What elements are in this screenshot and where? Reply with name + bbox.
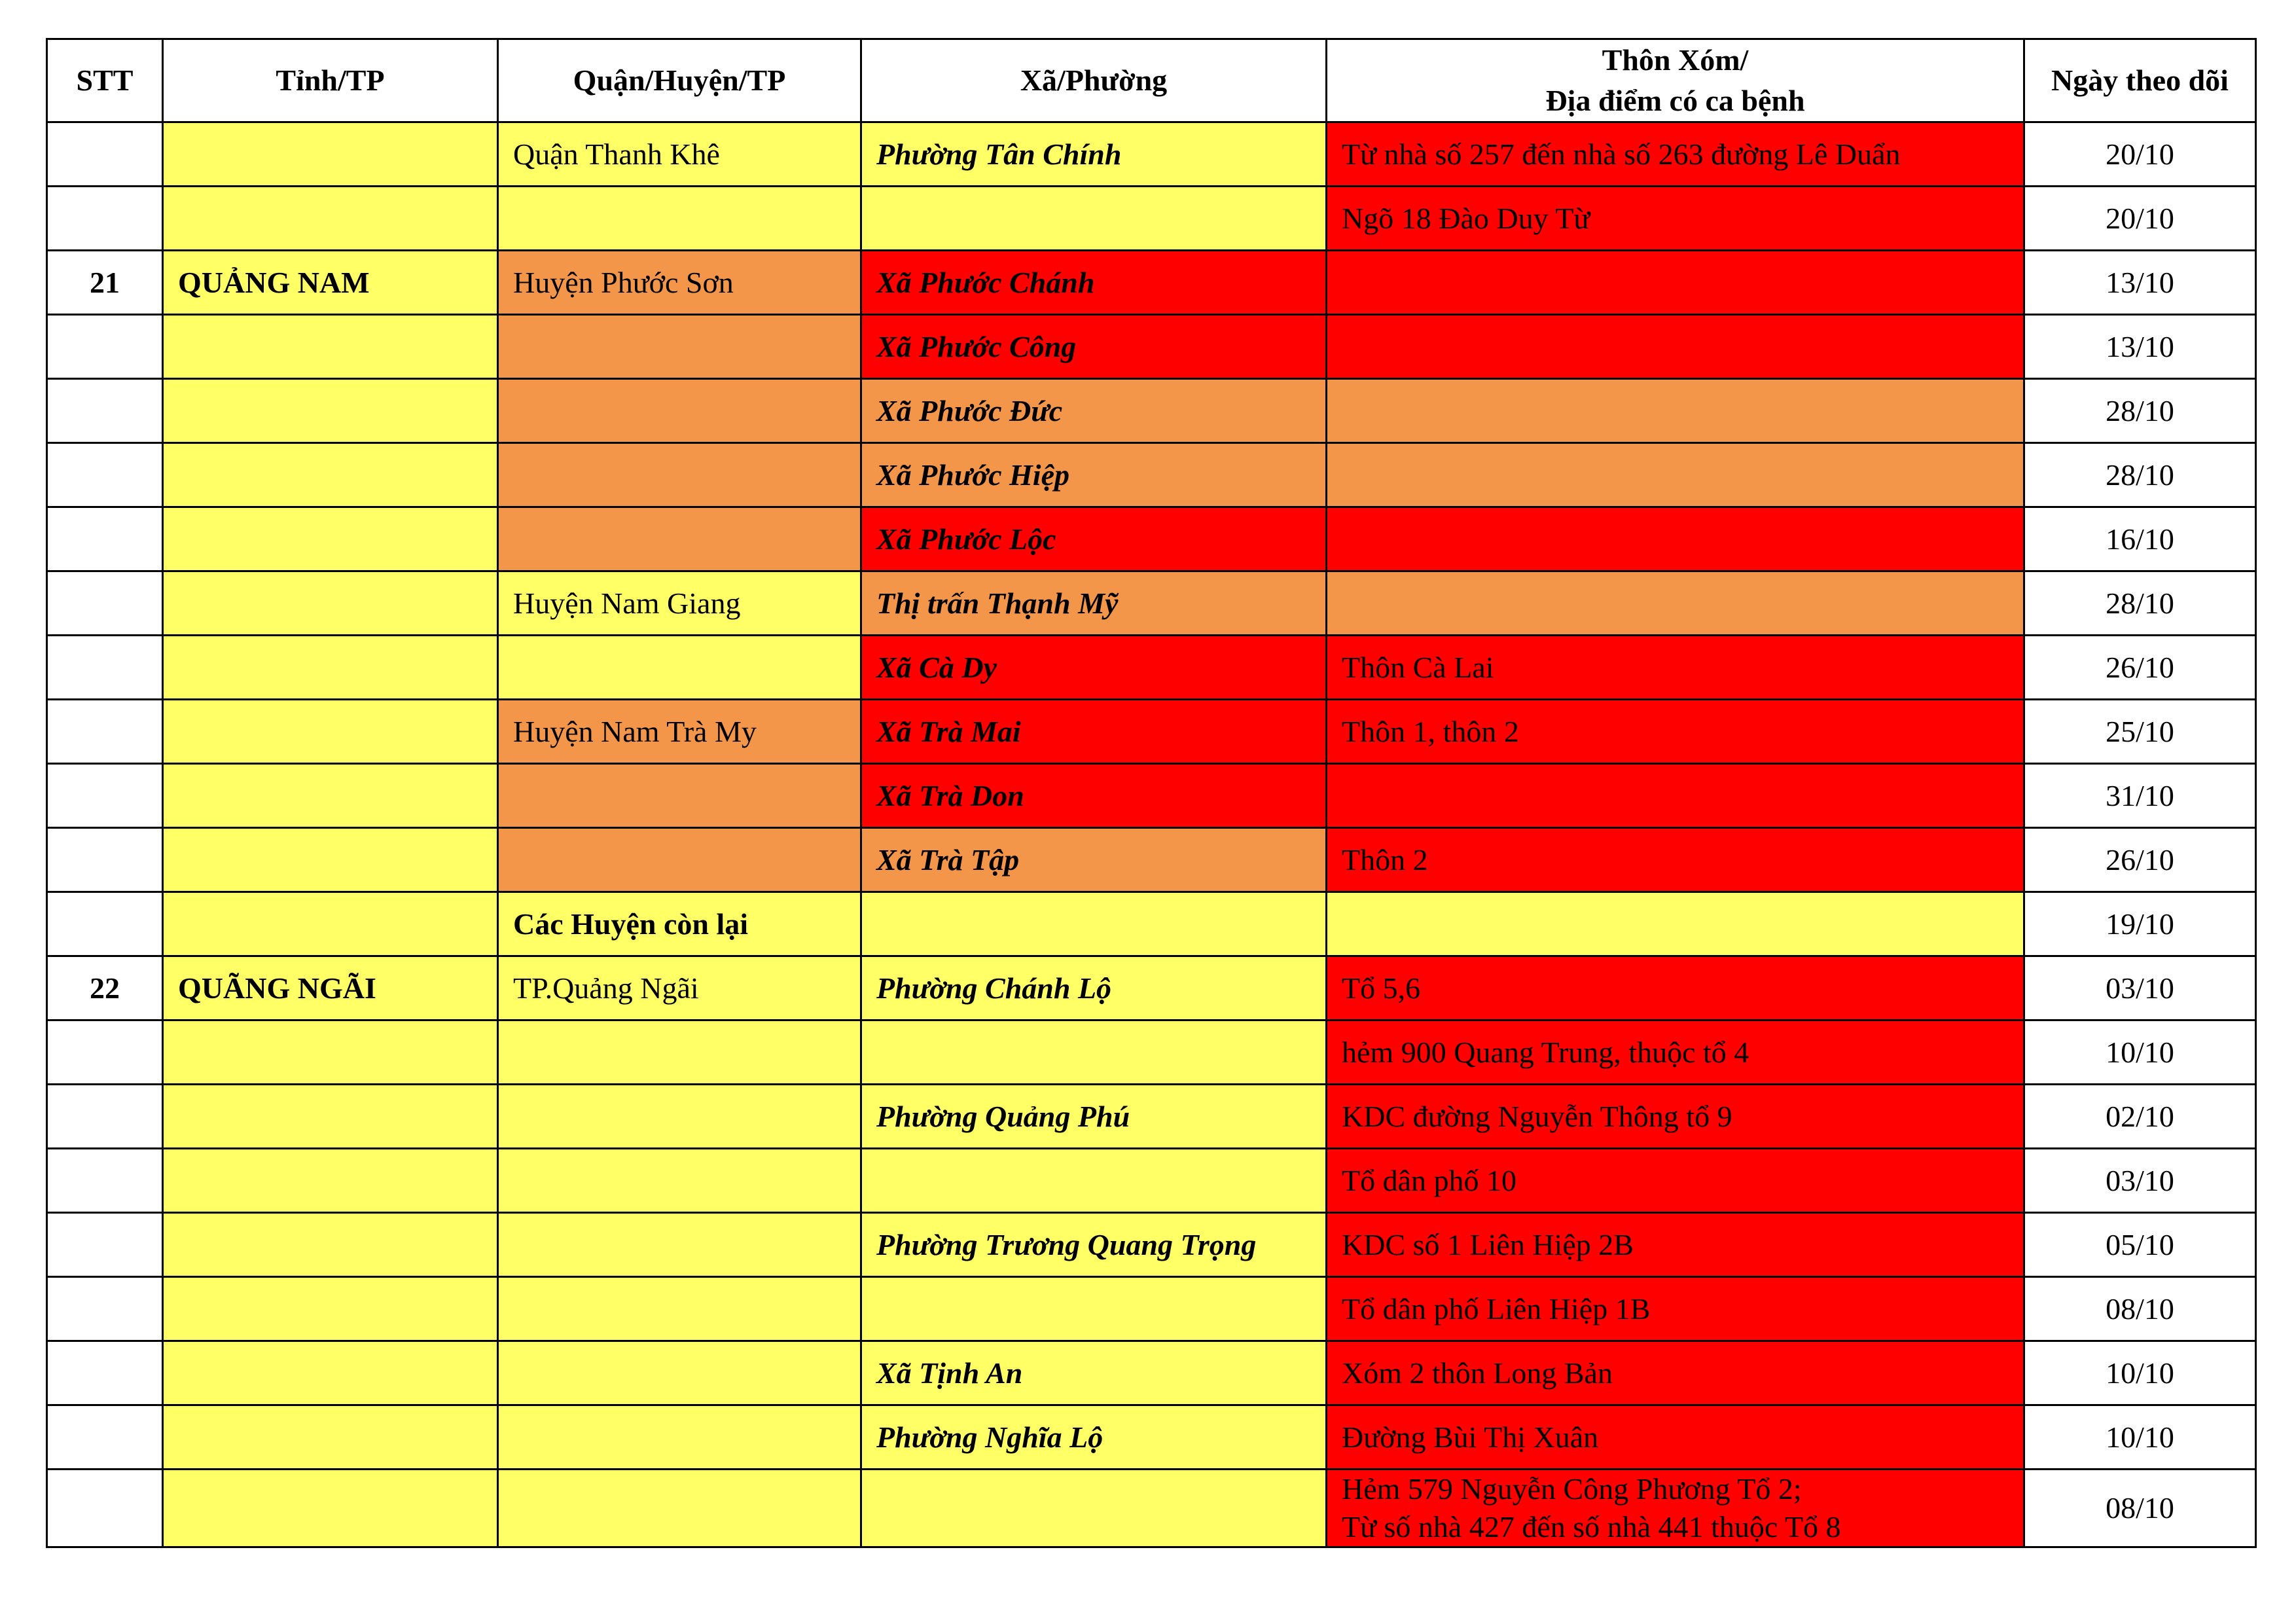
cell-date: 26/10 (2024, 828, 2256, 892)
cell-date: 10/10 (2024, 1020, 2256, 1085)
cell-province (163, 1277, 498, 1341)
cell-province (163, 636, 498, 700)
cell-province (163, 1470, 498, 1547)
table-row (47, 1149, 2256, 1213)
cell-district (498, 1213, 861, 1277)
cell-ward: Phường Trương Quang Trọng (861, 1213, 1327, 1277)
cell-district (498, 1020, 861, 1085)
table-row (47, 507, 2256, 571)
cell-location: Thôn 2 (1327, 828, 2024, 892)
cell-location (1327, 443, 2024, 507)
cell-ward: Xã Trà Don (861, 764, 1327, 828)
cell-ward: Phường Chánh Lộ (861, 956, 1327, 1020)
cell-date: 03/10 (2024, 956, 2256, 1020)
cell-ward: Xã Phước Công (861, 315, 1327, 379)
cell-date: 13/10 (2024, 251, 2256, 315)
cell-ward: Xã Trà Tập (861, 828, 1327, 892)
cell-stt (47, 1405, 163, 1470)
table-row (47, 571, 2256, 636)
cell-stt (47, 122, 163, 187)
cell-location: Từ nhà số 257 đến nhà số 263 đường Lê Duẩn (1327, 122, 2024, 187)
cell-date: 08/10 (2024, 1470, 2256, 1547)
cell-district (498, 828, 861, 892)
header-date: Ngày theo dõi (2024, 39, 2256, 122)
cell-date: 05/10 (2024, 1213, 2256, 1277)
cell-location: KDC số 1 Liên Hiệp 2B (1327, 1213, 2024, 1277)
cell-province (163, 828, 498, 892)
cell-district: TP.Quảng Ngãi (498, 956, 861, 1020)
header-stt: STT (47, 39, 163, 122)
table-header (47, 39, 2256, 122)
cell-ward: Xã Phước Chánh (861, 251, 1327, 315)
cell-province (163, 1020, 498, 1085)
cell-stt: 22 (47, 956, 163, 1020)
cell-location: Hẻm 579 Nguyễn Công Phương Tổ 2; Từ số nhà 427 đến số nhà 441 thuộc Tổ 8 (1327, 1470, 2024, 1547)
cell-ward (861, 1149, 1327, 1213)
cell-district: Các Huyện còn lại (498, 892, 861, 956)
cell-province (163, 571, 498, 636)
cell-stt (47, 187, 163, 251)
cell-location (1327, 571, 2024, 636)
cell-ward: Phường Quảng Phú (861, 1085, 1327, 1149)
cell-location: KDC đường Nguyễn Thông tổ 9 (1327, 1085, 2024, 1149)
cell-province (163, 443, 498, 507)
cell-date: 08/10 (2024, 1277, 2256, 1341)
cell-date: 16/10 (2024, 507, 2256, 571)
cell-province (163, 187, 498, 251)
cell-stt (47, 636, 163, 700)
table-row (47, 828, 2256, 892)
cell-district (498, 1470, 861, 1547)
cell-stt (47, 1470, 163, 1547)
cell-stt (47, 1341, 163, 1405)
table-row (47, 956, 2256, 1020)
table-row (47, 700, 2256, 764)
cell-ward: Xã Phước Đức (861, 379, 1327, 443)
cell-province (163, 122, 498, 187)
cell-location: hẻm 900 Quang Trung, thuộc tổ 4 (1327, 1020, 2024, 1085)
header-district: Quận/Huyện/TP (498, 39, 861, 122)
cell-province (163, 892, 498, 956)
table-row (47, 636, 2256, 700)
cell-location: Đường Bùi Thị Xuân (1327, 1405, 2024, 1470)
cell-province (163, 700, 498, 764)
cell-ward: Thị trấn Thạnh Mỹ (861, 571, 1327, 636)
cell-province (163, 1405, 498, 1470)
header-province: Tỉnh/TP (163, 39, 498, 122)
cell-date: 10/10 (2024, 1405, 2256, 1470)
cell-district (498, 636, 861, 700)
cell-date: 02/10 (2024, 1085, 2256, 1149)
cell-ward (861, 187, 1327, 251)
cell-stt: 21 (47, 251, 163, 315)
cell-ward (861, 892, 1327, 956)
cell-date: 13/10 (2024, 315, 2256, 379)
cell-district (498, 1405, 861, 1470)
table-row (47, 187, 2256, 251)
header-location (1327, 39, 2024, 122)
header-ward: Xã/Phường (861, 39, 1327, 122)
cell-ward: Phường Tân Chính (861, 122, 1327, 187)
cell-stt (47, 507, 163, 571)
table-body (47, 122, 2256, 1547)
cell-province (163, 315, 498, 379)
cell-province: QUÃNG NGÃI (163, 956, 498, 1020)
table-row (47, 122, 2256, 187)
cell-district (498, 1085, 861, 1149)
table-row (47, 251, 2256, 315)
cell-stt (47, 1213, 163, 1277)
cell-location: Thôn 1, thôn 2 (1327, 700, 2024, 764)
cell-province: QUẢNG NAM (163, 251, 498, 315)
cell-ward (861, 1470, 1327, 1547)
cell-province (163, 1149, 498, 1213)
cell-stt (47, 1020, 163, 1085)
header-location-line2: Địa điểm có ca bệnh (1545, 84, 1805, 117)
cell-stt (47, 828, 163, 892)
cell-stt (47, 1277, 163, 1341)
cell-location: Tổ dân phố Liên Hiệp 1B (1327, 1277, 2024, 1341)
cell-location (1327, 315, 2024, 379)
table-row (47, 1341, 2256, 1405)
table-row (47, 315, 2256, 379)
cell-province (163, 1341, 498, 1405)
cell-date: 19/10 (2024, 892, 2256, 956)
cell-location: Thôn Cà Lai (1327, 636, 2024, 700)
cell-stt (47, 892, 163, 956)
cell-district (498, 379, 861, 443)
table-row (47, 1470, 2256, 1547)
cell-stt (47, 764, 163, 828)
cell-date: 28/10 (2024, 379, 2256, 443)
cell-district (498, 443, 861, 507)
cell-location: Xóm 2 thôn Long Bản (1327, 1341, 2024, 1405)
cell-ward: Xã Phước Lộc (861, 507, 1327, 571)
table-row (47, 1277, 2256, 1341)
cell-date: 25/10 (2024, 700, 2256, 764)
cell-district (498, 187, 861, 251)
cell-district (498, 507, 861, 571)
cell-province (163, 764, 498, 828)
table-row (47, 1213, 2256, 1277)
cell-location (1327, 764, 2024, 828)
cell-stt (47, 443, 163, 507)
cell-ward: Xã Cà Dy (861, 636, 1327, 700)
cell-district (498, 1149, 861, 1213)
cell-district: Quận Thanh Khê (498, 122, 861, 187)
cell-date: 10/10 (2024, 1341, 2256, 1405)
cell-date: 31/10 (2024, 764, 2256, 828)
cell-stt (47, 315, 163, 379)
table-row (47, 1020, 2256, 1085)
table-row (47, 1085, 2256, 1149)
cell-date: 26/10 (2024, 636, 2256, 700)
cell-location (1327, 251, 2024, 315)
header-row (47, 39, 2256, 122)
cell-district: Huyện Nam Trà My (498, 700, 861, 764)
cell-district: Huyện Phước Sơn (498, 251, 861, 315)
cell-stt (47, 571, 163, 636)
cell-location: Tổ 5,6 (1327, 956, 2024, 1020)
table-row (47, 892, 2256, 956)
header-location-line1: Thôn Xóm/ (1602, 43, 1749, 77)
cell-date: 20/10 (2024, 187, 2256, 251)
cell-district (498, 764, 861, 828)
outbreak-table (46, 38, 2257, 1548)
cell-province (163, 1085, 498, 1149)
cell-location (1327, 507, 2024, 571)
cell-district (498, 315, 861, 379)
cell-date: 03/10 (2024, 1149, 2256, 1213)
cell-location: Ngõ 18 Đào Duy Từ (1327, 187, 2024, 251)
cell-location (1327, 379, 2024, 443)
cell-stt (47, 1149, 163, 1213)
table-row (47, 1405, 2256, 1470)
table-row (47, 443, 2256, 507)
cell-stt (47, 1085, 163, 1149)
cell-date: 20/10 (2024, 122, 2256, 187)
cell-location (1327, 892, 2024, 956)
cell-province (163, 379, 498, 443)
cell-date: 28/10 (2024, 443, 2256, 507)
cell-ward (861, 1277, 1327, 1341)
cell-province (163, 507, 498, 571)
cell-ward: Phường Nghĩa Lộ (861, 1405, 1327, 1470)
cell-district (498, 1341, 861, 1405)
cell-ward: Xã Trà Mai (861, 700, 1327, 764)
table-row (47, 379, 2256, 443)
cell-district (498, 1277, 861, 1341)
cell-ward: Xã Tịnh An (861, 1341, 1327, 1405)
cell-ward: Xã Phước Hiệp (861, 443, 1327, 507)
cell-stt (47, 700, 163, 764)
table-row (47, 764, 2256, 828)
cell-district: Huyện Nam Giang (498, 571, 861, 636)
cell-ward (861, 1020, 1327, 1085)
cell-location: Tổ dân phố 10 (1327, 1149, 2024, 1213)
cell-province (163, 1213, 498, 1277)
cell-stt (47, 379, 163, 443)
cell-date: 28/10 (2024, 571, 2256, 636)
